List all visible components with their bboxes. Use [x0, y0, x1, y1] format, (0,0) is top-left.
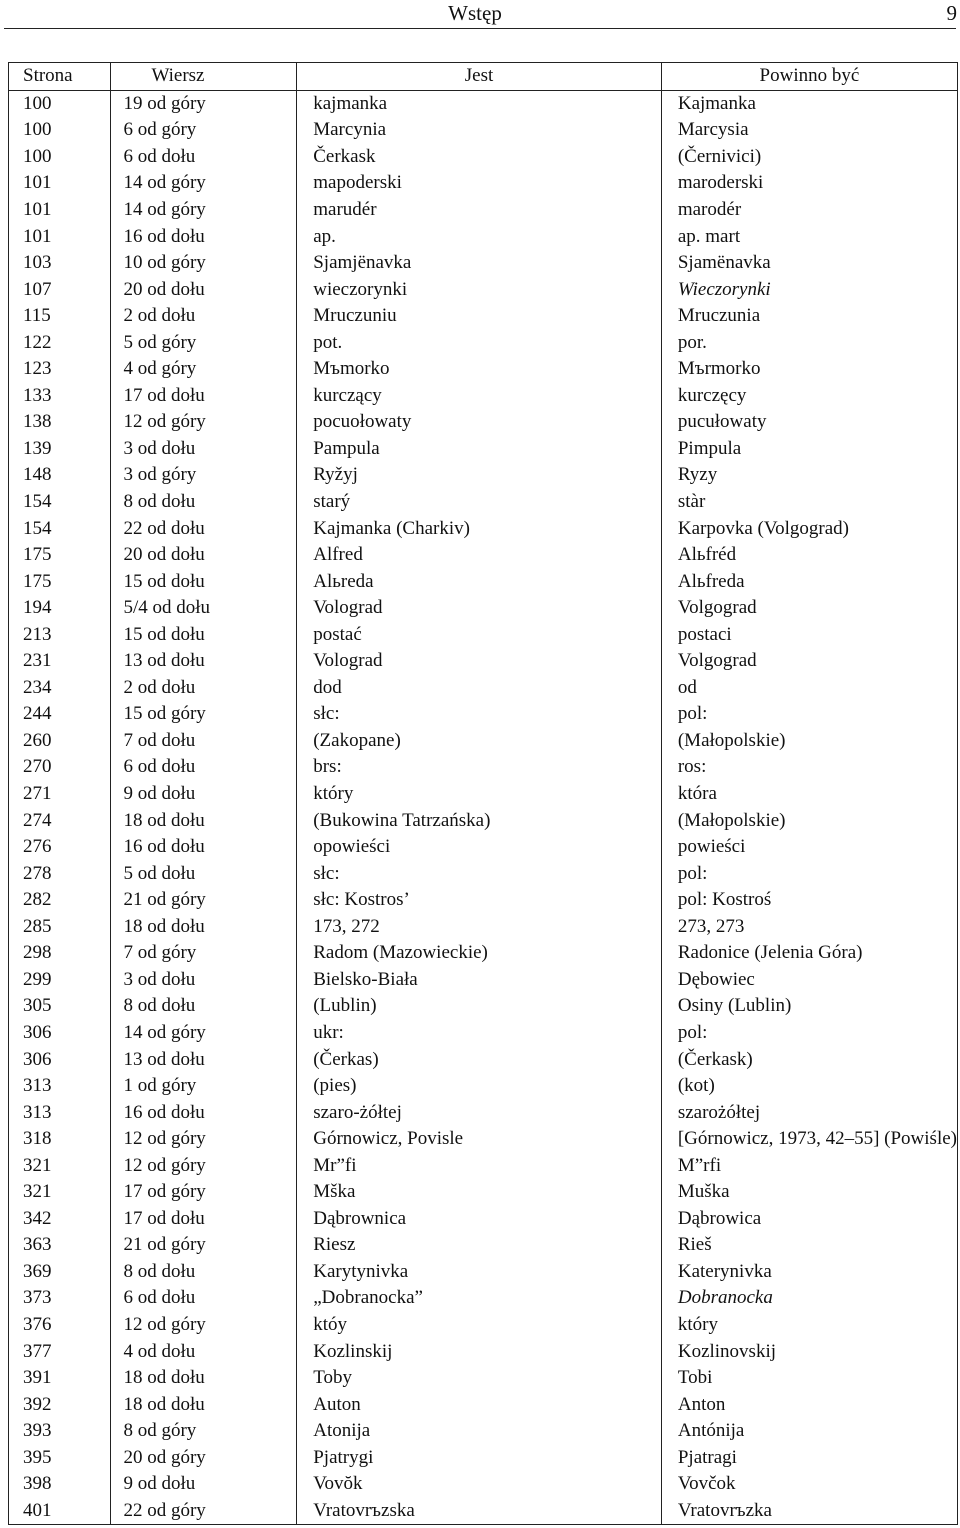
cell-wiersz: 20 od dołu [111, 542, 297, 569]
cell-jest: starý [297, 489, 662, 516]
cell-wiersz: 5/4 od dołu [111, 595, 297, 622]
table-row [9, 940, 958, 967]
cell-powinno-byc: Kajmanka [661, 90, 957, 117]
table-row [9, 436, 958, 463]
cell-strona: 154 [9, 489, 111, 516]
table-row [9, 117, 958, 144]
table-row [9, 542, 958, 569]
cell-powinno-byc: Alьfreda [661, 568, 957, 595]
errata-table-body [9, 90, 958, 1525]
cell-strona: 363 [9, 1232, 111, 1259]
cell-wiersz: 20 od dołu [111, 276, 297, 303]
header-rule [4, 28, 956, 29]
cell-powinno-byc: Ryzy [661, 462, 957, 489]
cell-powinno-byc: Kozlinovskij [661, 1338, 957, 1365]
cell-wiersz: 18 od dołu [111, 807, 297, 834]
table-row [9, 144, 958, 171]
cell-powinno-byc: ros: [661, 754, 957, 781]
cell-strona: 175 [9, 542, 111, 569]
cell-jest: Mr”fi [297, 1152, 662, 1179]
cell-powinno-byc: stàr [661, 489, 957, 516]
cell-powinno-byc: Sjamënavka [661, 250, 957, 277]
cell-powinno-byc: powieści [661, 834, 957, 861]
table-row [9, 489, 958, 516]
table-row [9, 1099, 958, 1126]
cell-powinno-byc: postaci [661, 621, 957, 648]
cell-jest: wieczorynki [297, 276, 662, 303]
cell-jest: Mъmorko [297, 356, 662, 383]
table-row [9, 409, 958, 436]
table-row [9, 595, 958, 622]
cell-wiersz: 18 od dołu [111, 1365, 297, 1392]
cell-jest: szaro-żółtej [297, 1099, 662, 1126]
errata-table [8, 62, 958, 1525]
column-header-strona: Strona [9, 63, 111, 91]
cell-powinno-byc: Karpovka (Volgograd) [661, 515, 957, 542]
cell-powinno-byc: ap. mart [661, 223, 957, 250]
cell-wiersz: 14 od góry [111, 1020, 297, 1047]
cell-strona: 175 [9, 568, 111, 595]
cell-strona: 115 [9, 303, 111, 330]
cell-wiersz: 6 od dołu [111, 754, 297, 781]
cell-powinno-byc: Muška [661, 1179, 957, 1206]
cell-powinno-byc: Alьfréd [661, 542, 957, 569]
cell-strona: 313 [9, 1073, 111, 1100]
cell-jest: Alfred [297, 542, 662, 569]
cell-strona: 369 [9, 1259, 111, 1286]
table-row [9, 515, 958, 542]
table-row [9, 887, 958, 914]
cell-jest: ukr: [297, 1020, 662, 1047]
table-row [9, 1391, 958, 1418]
cell-wiersz: 15 od góry [111, 701, 297, 728]
cell-strona: 274 [9, 807, 111, 834]
table-row [9, 276, 958, 303]
cell-wiersz: 14 od góry [111, 170, 297, 197]
cell-strona: 373 [9, 1285, 111, 1312]
cell-strona: 101 [9, 223, 111, 250]
cell-wiersz: 16 od dołu [111, 1099, 297, 1126]
cell-wiersz: 8 od dołu [111, 993, 297, 1020]
table-row [9, 303, 958, 330]
cell-jest: marudér [297, 197, 662, 224]
table-row [9, 356, 958, 383]
cell-strona: 395 [9, 1444, 111, 1471]
table-row [9, 1444, 958, 1471]
cell-strona: 376 [9, 1312, 111, 1339]
cell-powinno-byc: Wieczorynki [661, 276, 957, 303]
cell-wiersz: 8 od dołu [111, 1259, 297, 1286]
cell-wiersz: 10 od góry [111, 250, 297, 277]
cell-jest: Mruczuniu [297, 303, 662, 330]
cell-strona: 271 [9, 781, 111, 808]
cell-wiersz: 16 od dołu [111, 223, 297, 250]
cell-jest: Volograd [297, 648, 662, 675]
cell-strona: 101 [9, 170, 111, 197]
cell-wiersz: 20 od góry [111, 1444, 297, 1471]
page-header [0, 0, 960, 30]
table-row [9, 914, 958, 941]
table-row [9, 1418, 958, 1445]
cell-strona: 101 [9, 197, 111, 224]
cell-jest: brs: [297, 754, 662, 781]
cell-jest: Bielsko-Biała [297, 967, 662, 994]
cell-strona: 260 [9, 728, 111, 755]
cell-powinno-byc: M”rfi [661, 1152, 957, 1179]
table-row [9, 1259, 958, 1286]
cell-strona: 342 [9, 1206, 111, 1233]
cell-powinno-byc: (kot) [661, 1073, 957, 1100]
cell-strona: 154 [9, 515, 111, 542]
cell-jest: Pampula [297, 436, 662, 463]
cell-jest: słc: [297, 701, 662, 728]
cell-jest: „Dobranocka” [297, 1285, 662, 1312]
cell-wiersz: 17 od góry [111, 1179, 297, 1206]
table-row [9, 1046, 958, 1073]
cell-wiersz: 2 od dołu [111, 675, 297, 702]
cell-wiersz: 12 od góry [111, 1126, 297, 1153]
cell-jest: pot. [297, 329, 662, 356]
cell-jest: (Čerkas) [297, 1046, 662, 1073]
cell-strona: 276 [9, 834, 111, 861]
cell-powinno-byc: Vratovrъzka [661, 1498, 957, 1525]
cell-powinno-byc: kurczęcy [661, 383, 957, 410]
cell-wiersz: 18 od dołu [111, 1391, 297, 1418]
cell-jest: (Zakopane) [297, 728, 662, 755]
cell-strona: 194 [9, 595, 111, 622]
cell-powinno-byc: (Čerkask) [661, 1046, 957, 1073]
cell-wiersz: 3 od dołu [111, 436, 297, 463]
table-row [9, 90, 958, 117]
cell-jest: Ryžyj [297, 462, 662, 489]
cell-powinno-byc: Tobi [661, 1365, 957, 1392]
cell-powinno-byc: Vovčok [661, 1471, 957, 1498]
cell-jest: Sjamjënavka [297, 250, 662, 277]
cell-strona: 270 [9, 754, 111, 781]
cell-powinno-byc: por. [661, 329, 957, 356]
cell-strona: 298 [9, 940, 111, 967]
cell-wiersz: 21 od góry [111, 1232, 297, 1259]
cell-jest: Karytynivka [297, 1259, 662, 1286]
cell-wiersz: 9 od dołu [111, 1471, 297, 1498]
cell-powinno-byc: Volgograd [661, 648, 957, 675]
cell-powinno-byc: marodér [661, 197, 957, 224]
cell-powinno-byc: Volgograd [661, 595, 957, 622]
cell-powinno-byc: Osiny (Lublin) [661, 993, 957, 1020]
cell-wiersz: 17 od dołu [111, 1206, 297, 1233]
table-row [9, 1498, 958, 1525]
cell-wiersz: 14 od góry [111, 197, 297, 224]
cell-powinno-byc: Mruczunia [661, 303, 957, 330]
table-row [9, 993, 958, 1020]
cell-jest: Auton [297, 1391, 662, 1418]
cell-jest: Górnowicz, Povisle [297, 1126, 662, 1153]
table-row [9, 728, 958, 755]
cell-jest: Kajmanka (Charkiv) [297, 515, 662, 542]
cell-powinno-byc: Dębowiec [661, 967, 957, 994]
table-row [9, 1020, 958, 1047]
cell-powinno-byc: Antónija [661, 1418, 957, 1445]
cell-jest: (Bukowina Tatrzańska) [297, 807, 662, 834]
cell-powinno-byc: pol: [661, 1020, 957, 1047]
cell-powinno-byc: Marcysia [661, 117, 957, 144]
cell-wiersz: 21 od góry [111, 887, 297, 914]
table-row [9, 1365, 958, 1392]
cell-strona: 139 [9, 436, 111, 463]
cell-jest: Vovŏk [297, 1471, 662, 1498]
table-row [9, 170, 958, 197]
table-row [9, 383, 958, 410]
cell-jest: Radom (Mazowieckie) [297, 940, 662, 967]
table-row [9, 648, 958, 675]
cell-jest: 173, 272 [297, 914, 662, 941]
table-row [9, 754, 958, 781]
cell-powinno-byc: Pimpula [661, 436, 957, 463]
section-title: Wstęp [448, 1, 502, 25]
cell-strona: 306 [9, 1020, 111, 1047]
cell-powinno-byc: [Górnowicz, 1973, 42–55] (Powiśle) [661, 1126, 957, 1153]
table-row [9, 1179, 958, 1206]
cell-powinno-byc: która [661, 781, 957, 808]
cell-jest: Vratovrъzska [297, 1498, 662, 1525]
cell-jest: Marcynia [297, 117, 662, 144]
cell-strona: 244 [9, 701, 111, 728]
table-row [9, 1073, 958, 1100]
cell-powinno-byc: Dobranocka [661, 1285, 957, 1312]
cell-powinno-byc: Radonice (Jelenia Góra) [661, 940, 957, 967]
table-row [9, 781, 958, 808]
cell-wiersz: 18 od dołu [111, 914, 297, 941]
cell-jest: postać [297, 621, 662, 648]
cell-wiersz: 13 od dołu [111, 1046, 297, 1073]
cell-strona: 306 [9, 1046, 111, 1073]
cell-strona: 299 [9, 967, 111, 994]
table-row [9, 1285, 958, 1312]
cell-jest: Volograd [297, 595, 662, 622]
cell-strona: 234 [9, 675, 111, 702]
table-row [9, 197, 958, 224]
cell-wiersz: 13 od dołu [111, 648, 297, 675]
cell-jest: Atonija [297, 1418, 662, 1445]
cell-jest: Pjatrygi [297, 1444, 662, 1471]
cell-strona: 133 [9, 383, 111, 410]
cell-wiersz: 15 od dołu [111, 568, 297, 595]
cell-wiersz: 4 od dołu [111, 1338, 297, 1365]
cell-powinno-byc: (Małopolskie) [661, 728, 957, 755]
cell-strona: 231 [9, 648, 111, 675]
table-row [9, 1206, 958, 1233]
cell-wiersz: 12 od góry [111, 1312, 297, 1339]
cell-wiersz: 8 od dołu [111, 489, 297, 516]
cell-jest: Alьreda [297, 568, 662, 595]
cell-strona: 321 [9, 1179, 111, 1206]
cell-powinno-byc: pucułowaty [661, 409, 957, 436]
table-row [9, 1312, 958, 1339]
table-row [9, 621, 958, 648]
cell-wiersz: 19 od góry [111, 90, 297, 117]
cell-powinno-byc: pol: Kostroś [661, 887, 957, 914]
cell-strona: 138 [9, 409, 111, 436]
cell-jest: dod [297, 675, 662, 702]
cell-wiersz: 22 od góry [111, 1498, 297, 1525]
table-row [9, 834, 958, 861]
cell-strona: 285 [9, 914, 111, 941]
cell-powinno-byc: (Černivici) [661, 144, 957, 171]
cell-wiersz: 3 od dołu [111, 967, 297, 994]
cell-wiersz: 7 od góry [111, 940, 297, 967]
cell-wiersz: 16 od dołu [111, 834, 297, 861]
table-row [9, 1471, 958, 1498]
column-header-wiersz: Wiersz [111, 63, 297, 91]
column-header-jest: Jest [297, 63, 662, 91]
cell-strona: 213 [9, 621, 111, 648]
header-row [9, 63, 958, 91]
cell-wiersz: 6 od dołu [111, 1285, 297, 1312]
cell-jest: Mška [297, 1179, 662, 1206]
cell-powinno-byc: Mъrmorko [661, 356, 957, 383]
cell-wiersz: 6 od góry [111, 117, 297, 144]
cell-wiersz: 1 od góry [111, 1073, 297, 1100]
cell-powinno-byc: Dąbrowica [661, 1206, 957, 1233]
cell-jest: kurczący [297, 383, 662, 410]
cell-powinno-byc: (Małopolskie) [661, 807, 957, 834]
cell-jest: opowieści [297, 834, 662, 861]
errata-table-head [9, 63, 958, 91]
cell-powinno-byc: pol: [661, 860, 957, 887]
table-row [9, 462, 958, 489]
cell-strona: 123 [9, 356, 111, 383]
table-row [9, 1126, 958, 1153]
cell-powinno-byc: od [661, 675, 957, 702]
cell-powinno-byc: Katerynivka [661, 1259, 957, 1286]
cell-strona: 100 [9, 90, 111, 117]
cell-wiersz: 4 od góry [111, 356, 297, 383]
cell-jest: ap. [297, 223, 662, 250]
cell-powinno-byc: który [661, 1312, 957, 1339]
cell-jest: Riesz [297, 1232, 662, 1259]
cell-wiersz: 15 od dołu [111, 621, 297, 648]
cell-wiersz: 12 od góry [111, 1152, 297, 1179]
cell-powinno-byc: Pjatragi [661, 1444, 957, 1471]
cell-wiersz: 17 od dołu [111, 383, 297, 410]
cell-powinno-byc: maroderski [661, 170, 957, 197]
table-row [9, 1232, 958, 1259]
cell-strona: 100 [9, 117, 111, 144]
cell-strona: 148 [9, 462, 111, 489]
table-row [9, 701, 958, 728]
table-row [9, 250, 958, 277]
cell-powinno-byc: Anton [661, 1391, 957, 1418]
cell-jest: (Lublin) [297, 993, 662, 1020]
cell-strona: 100 [9, 144, 111, 171]
cell-strona: 391 [9, 1365, 111, 1392]
table-row [9, 223, 958, 250]
cell-wiersz: 5 od dołu [111, 860, 297, 887]
cell-strona: 318 [9, 1126, 111, 1153]
cell-wiersz: 2 od dołu [111, 303, 297, 330]
table-row [9, 1338, 958, 1365]
cell-strona: 398 [9, 1471, 111, 1498]
table-row [9, 1152, 958, 1179]
table-row [9, 568, 958, 595]
cell-jest: (pies) [297, 1073, 662, 1100]
cell-jest: Kozlinskij [297, 1338, 662, 1365]
cell-strona: 401 [9, 1498, 111, 1525]
page-number: 9 [946, 1, 957, 25]
table-row [9, 675, 958, 702]
cell-jest: słc: [297, 860, 662, 887]
cell-strona: 278 [9, 860, 111, 887]
cell-powinno-byc: pol: [661, 701, 957, 728]
cell-wiersz: 12 od góry [111, 409, 297, 436]
column-header-powinno-byc: Powinno być [661, 63, 957, 91]
cell-strona: 103 [9, 250, 111, 277]
cell-jest: słc: Kostros’ [297, 887, 662, 914]
cell-jest: kajmanka [297, 90, 662, 117]
cell-strona: 282 [9, 887, 111, 914]
cell-jest: któy [297, 1312, 662, 1339]
cell-wiersz: 6 od dołu [111, 144, 297, 171]
cell-jest: Toby [297, 1365, 662, 1392]
table-row [9, 967, 958, 994]
cell-jest: mapoderski [297, 170, 662, 197]
cell-jest: Čerkask [297, 144, 662, 171]
table-row [9, 329, 958, 356]
cell-strona: 122 [9, 329, 111, 356]
cell-jest: który [297, 781, 662, 808]
cell-strona: 393 [9, 1418, 111, 1445]
cell-powinno-byc: szarożółtej [661, 1099, 957, 1126]
cell-wiersz: 5 od góry [111, 329, 297, 356]
cell-strona: 392 [9, 1391, 111, 1418]
cell-strona: 107 [9, 276, 111, 303]
cell-wiersz: 22 od dołu [111, 515, 297, 542]
cell-wiersz: 3 od góry [111, 462, 297, 489]
cell-wiersz: 8 od góry [111, 1418, 297, 1445]
cell-jest: Dąbrownica [297, 1206, 662, 1233]
cell-powinno-byc: 273, 273 [661, 914, 957, 941]
cell-jest: pocuołowaty [297, 409, 662, 436]
cell-strona: 313 [9, 1099, 111, 1126]
cell-powinno-byc: Rieš [661, 1232, 957, 1259]
table-row [9, 807, 958, 834]
cell-wiersz: 7 od dołu [111, 728, 297, 755]
cell-strona: 305 [9, 993, 111, 1020]
cell-wiersz: 9 od dołu [111, 781, 297, 808]
table-row [9, 860, 958, 887]
cell-strona: 377 [9, 1338, 111, 1365]
cell-strona: 321 [9, 1152, 111, 1179]
